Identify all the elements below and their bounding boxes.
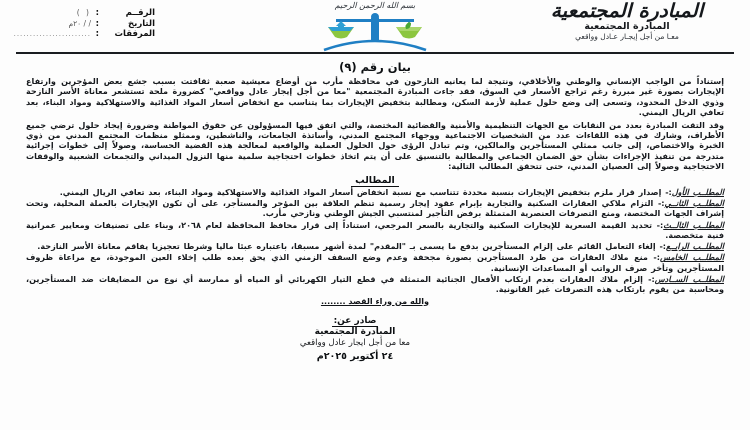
demand-label-4: المطلــب الرابــع xyxy=(666,241,724,252)
meta-label-date: التاريخ xyxy=(128,18,155,29)
demand-text-6: إلزام ملاك العقارات بعدم ارتكاب الأفعال الجنائية المتمثلة في قطع التيار الكهربائي أو المياه أو ممارسة أي نوع من المضايقات ضد المستأجرين، ومحاسبة من يقوم بارتكاب هذه التصرفات غير القانونية. xyxy=(26,274,724,295)
page-title: بيان رقم (٩) xyxy=(339,60,411,74)
demand-text-5: منع ملاك العقارات من طرد المستأجرين بصورة مجحفة وعدم وضع السقف الزمني الذي يحق بعده طلب إخلاء العين الموجودة، مع مراعاة ظروف المستأجرين وتأخر صرف الرواتب أو المساعدات الإنسانية. xyxy=(26,252,724,273)
logo-script-name: المبادرة المجتمعية xyxy=(550,0,704,22)
signature-date: ٢٤ أكتوبر ٢٠٢٥م xyxy=(316,350,394,362)
demand-item-4 xyxy=(26,241,724,251)
meta-row-attachments xyxy=(0,29,235,40)
demand-item-1 xyxy=(26,187,724,197)
meta-label-attachments: المرفقات xyxy=(114,29,155,39)
meta-colon-attachments: : xyxy=(95,29,99,39)
organization-logo xyxy=(512,2,742,41)
signature-from-text: صادر عن: xyxy=(333,315,377,326)
demand-separator-1: :- xyxy=(661,186,672,197)
meta-value-number: ( ) xyxy=(76,8,91,17)
demand-label-1: المطلــب الأول xyxy=(671,186,724,197)
demand-separator-2: :- xyxy=(653,197,665,208)
body-paragraph-2: وقد التقت المبادرة بعدد من النقابات مع الجهات التنظيمية والأمنية والقضائية المختصة، والتي اتفق فيها المسؤولون عن حقوق المواطنة وضرورة إيجاد حلول ترضي جميع الأطراف، وشارك في هذه اللقاءات عدد من الشخصيات الاجتماعية ووجهاء المجتمع المدني، وأساتذة الجامعات، والناشطين، وممثلو منظمات المجتمع المدني من ذوي الخبرة والاختصاص، إلى جانب ممثلي المستأجرين والمالكين، وتم تبادل الرؤى حول الحلول العملية والواقعية لمعالجة هذه القضية الحساسة، وصولاً إلى خطوات إجرائية متدرجة من تنفيذ الإجراءات بشأن حق الضمان الجماعي والمطالبة بالتنسيق على أن يتم اتخاذ خطوات احتجاجية سلمية منها النزول الميداني والتجمعات الشعبية والوقفات الاحتجاجية وصولاً إلى العصيان المدني، حتى تتحقق المطالب التالية: xyxy=(26,119,724,172)
body-paragraph-1: إستناداً من الواجب الإنساني والوطني والأخلاقي، ونتيجة لما يعانيه النازحون في محافظة مأرب من أوضاع معيشية صعبة ثقافتت بسبب جشع بعض المؤجرين وارتفاع الإيجارات بصورة غير مبررة رغم تراجع الأسعار في السوق، فقد جاءت المبادرة المجتمعية "معا من أجل إيجار عادل وواقعي" كضرورة ملحة تستشعر معاناة الأسر النازحة وذوي الدخل المحدود، وتسعى إلى وضع حلول عملية لأزمة السكن، ومطالبة بتخفيض الإيجارات بما يتناسب مع انخفاض أسعار المواد الغذائية والاستهلاكية ومواد البناء، بعد تعافي الريال اليمني. xyxy=(26,76,724,118)
demand-item-6 xyxy=(26,274,724,295)
demands-heading xyxy=(26,175,724,186)
logo-tagline: معـا من أجل إيجـار عـادل وواقعي xyxy=(575,31,679,41)
demand-item-3 xyxy=(26,220,724,241)
header-divider xyxy=(16,52,734,54)
logo-sub-name: المبادرة المجتمعية xyxy=(584,20,670,32)
demand-text-3: تحديد القيمة السعرية للإيجارات السكنية والتجارية بالسعر المرجعي، استناداً إلى قرار محافظ المحافظة لعام ٢٠٦٨، وبناء على تصنيفات ومعايير عمرانية فنية متخصصة. xyxy=(26,219,724,240)
demand-label-5: المطلــب الخامس xyxy=(660,252,725,263)
demand-separator-6: :- xyxy=(642,274,655,285)
document-body xyxy=(0,74,750,362)
meta-colon-date: : xyxy=(95,18,99,29)
signature-tagline: معا من أجل ايجار عادل وواقعي xyxy=(299,337,411,348)
meta-colon-number: : xyxy=(95,8,99,18)
demands-heading-text: المطالب xyxy=(351,175,399,187)
signature-from-label xyxy=(26,316,684,326)
meta-value-attachments: ........................ xyxy=(13,30,91,38)
basmala-text: بسم الله الرحمن الرحيم xyxy=(334,1,416,10)
demand-label-3: المطلــب الثالــث xyxy=(663,219,724,230)
document-header xyxy=(0,0,750,54)
meta-row-date xyxy=(0,19,235,30)
demand-text-1: إصدار قرار ملزم بتخفيض الإيجارات بنسبة محددة تتناسب مع نسبة انخفاض أسعار المواد الغذائية والاستهلاكية ومواد البناء، بعد تعافي الريال اليمني. xyxy=(59,186,662,197)
closing-line xyxy=(26,296,724,306)
demand-separator-3: :- xyxy=(652,219,664,230)
demand-label-6: المطلــب الســادس xyxy=(654,274,724,285)
demand-item-2 xyxy=(26,198,724,219)
meta-row-number xyxy=(0,8,235,19)
demand-separator-5: :- xyxy=(647,252,661,263)
demand-item-5 xyxy=(26,252,724,273)
signature-block xyxy=(26,316,724,362)
demand-separator-4: :- xyxy=(655,241,667,252)
closing-text: والله من وراء القصد ........ xyxy=(320,295,430,306)
scales-emblem-svg xyxy=(300,10,450,52)
scales-of-justice-icon xyxy=(300,0,450,52)
meta-label-number: الرقــم xyxy=(125,8,155,18)
document-meta-block xyxy=(0,8,235,40)
meta-value-date: / / ٢٠م xyxy=(68,18,91,28)
signature-organization: المبادرة المجتمعية xyxy=(314,326,396,337)
demand-text-4: إلغاء التعامل القائم على إلزام المستأجرين بدفع ما يسمى بـ "المقدم" لمدة أشهر مسبقا، باعتباره عبئا ماليا وشرطا تعجيزيا يفاقم معاناة الأسر النازحة. xyxy=(37,241,656,252)
demand-label-2: المطلــب الثانــي xyxy=(664,197,724,208)
demand-text-2: التزام ملاكي العقارات السكنية والتجارية بإبرام عقود إيجار رسمية تنظم العلاقة بين المؤجر والمستأجر، على أن تكون الإيجارات بالعملة المحلية، وتحت إشراف الجهات المختصة، ومنع التصرفات العنصرية المتمثلة برفض التأجير لمنتسبي الجيش الوطني ونازحي مأرب. xyxy=(26,197,724,219)
